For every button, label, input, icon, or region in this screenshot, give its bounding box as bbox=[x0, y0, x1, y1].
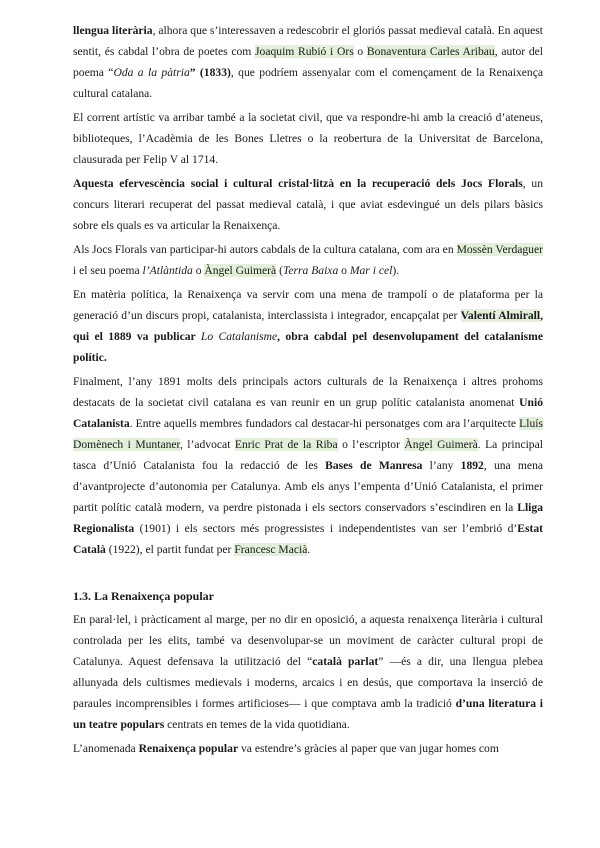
link-enric-prat-de-la-riba[interactable]: Enric Prat de la Riba bbox=[234, 438, 338, 451]
link-valenti-almirall[interactable]: Valentí Almirall bbox=[460, 309, 541, 322]
paragraph-civil-society: El corrent artístic va arribar també a la societat civil, que va respondre-hi amb la creació d’ateneus, biblioteques, l’Acadèmia de les Bones Lletres o la reobertura de la Universitat de Barcelona, clausurada per Felip V al 1714. bbox=[73, 111, 543, 166]
link-angel-guimera[interactable]: Àngel Guimerà bbox=[204, 264, 277, 277]
link-lluis-domenech-i-muntaner[interactable]: Lluís Domènech i Muntaner bbox=[73, 417, 543, 451]
link-mossen-verdaguer[interactable]: Mossèn Verdaguer bbox=[456, 243, 543, 256]
link-bonaventura-carles-aribau[interactable]: Bonaventura Carles Aribau bbox=[366, 45, 495, 58]
section-heading: 1.3. La Renaixença popular bbox=[73, 589, 215, 603]
link-francesc-macia[interactable]: Francesc Macià bbox=[234, 543, 308, 556]
paragraph-renaixenca-popular: L’anomenada Renaixença popular va estendre’s gràcies al paper que van jugar homes com bbox=[73, 742, 499, 755]
paragraph-popular-movement: En paral·lel, i pràcticament al marge, per no dir en oposició, a aquesta renaixença literària i cultural controlada per les elits, també va desenvolupar-se un moviment de caràcter cultural propi de Catalunya. Aquest defensava la utilització del “català parlat” —és a dir, una llengua plebea allunyada dels cultismes medievals i moderns, arcaics i en desús, que comportava la inserció de paraules incomprensibles i formes artificioses— i que comptava amb la tradició d’una literatura i un teatre populars centrats en temes de la vida quotidiana. bbox=[73, 613, 543, 731]
link-angel-guimera-2[interactable]: Àngel Guimerà bbox=[404, 438, 478, 451]
paragraph-unio-catalanista: Finalment, l’any 1891 molts dels principals actors culturals de la Renaixença i altres prohoms destacats de la societat civil catalana es van reunir en un grup polític catalanista anomenat Unió Catalanista. Entre aquells membres fundadors cal destacar-hi personatges com ara l’arquitecte Lluís Domènech i Muntaner, l’advocat Enric Prat de la Riba o l’escriptor Àngel Guimerà. La principal tasca d’Unió Catalanista fou la redacció de les Bases de Manresa l’any 1892, una mena d’avantprojecte d’autonomia per Catalunya. Amb els anys l’empenta d’Unió Catalanista, el primer partit polític català modern, va perdre pistonada i els sectors conservadors s’escindiren en la Lliga Regionalista (1901) i els sectors més progressistes i independentistes van ser l’embrió d’Estat Català (1922), el partit fundat per Francesc Macià. bbox=[73, 375, 544, 556]
paragraph-authors: Als Jocs Florals van participar-hi autors cabdals de la cultura catalana, com ara en Mossèn Verdaguer i el seu poema l’Atlàntida o Àngel Guimerà (Terra Baixa o Mar i cel). bbox=[73, 243, 543, 277]
paragraph-jocs-florals: Aquesta efervescència social i cultural cristal·litzà en la recuperació dels Jocs Florals, un concurs literari recuperat del passat medieval català, i que aviat esdevingué un dels pilars bàsics sobre els quals es va articular la Renaixença. bbox=[73, 177, 543, 232]
paragraph-politics: En matèria política, la Renaixença va servir com una mena de trampolí o de plataforma per la generació d’un discurs propi, catalanista, interclassista i integrador, encapçalat per Valentí Almirall, qui el 1889 va publicar Lo Catalanisme, obra cabdal pel desenvolupament del catalanisme polític. bbox=[73, 288, 543, 364]
link-joaquim-rubio-i-ors[interactable]: Joaquim Rubió i Ors bbox=[255, 45, 354, 58]
paragraph-literary-language: llengua literària, alhora que s’interessaven a redescobrir el gloriós passat medieval català. En aquest sentit, és cabdal l’obra de poetes com Joaquim Rubió i Ors o Bonaventura Carles Aribau, autor del poema “Oda a la pàtria” (1833), que podríem assenyalar com el començament de la Renaixença cultural catalana. bbox=[73, 24, 544, 100]
